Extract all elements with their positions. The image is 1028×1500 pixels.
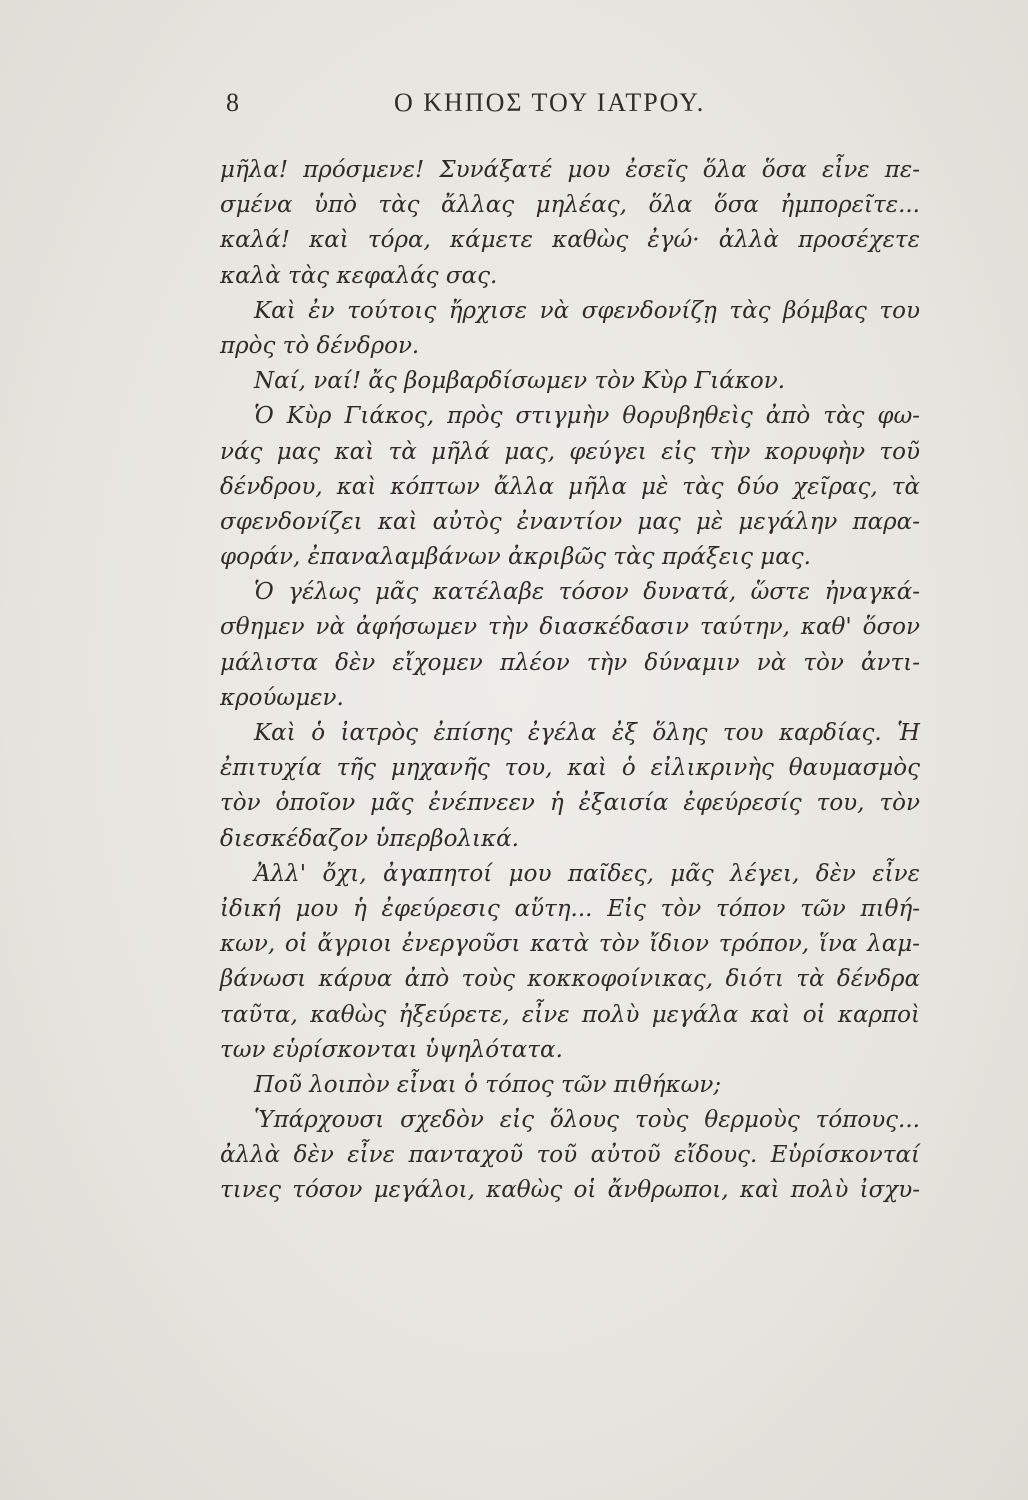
text-line: ἰδική μου ἡ ἐφεύρεσις αὕτη... Εἰς τὸν τόπον τῶν πιθή- [220,895,920,922]
text-line: σθημεν νὰ ἀφήσωμεν τὴν διασκέδασιν ταύτην, καθ' ὅσον [220,614,920,641]
text-line: Ὑπάρχουσι σχεδὸν εἰς ὅλους τοὺς θερμοὺς τόπους... [254,1107,920,1134]
text-line: τινες τόσον μεγάλοι, καθὼς οἱ ἄνθρωποι, καὶ πολὺ ἰσχυ- [220,1177,920,1204]
text-line: καλά! καὶ τόρα, κάμετε καθὼς ἐγώ· ἀλλὰ προσέχετε [220,227,920,254]
text-line: ἀλλὰ δὲν εἶνε πανταχοῦ τοῦ αὐτοῦ εἴδους. Εὑρίσκονταί [220,1142,920,1169]
text-line: σφενδονίζει καὶ αὐτὸς ἐναντίον μας μὲ μεγάλην παρα- [220,508,920,535]
text-line: ταῦτα, καθὼς ἠξεύρετε, εἶνε πολὺ μεγάλα καὶ οἱ καρποὶ [220,1001,920,1028]
running-title: Ο ΚΗΠΟΣ ΤΟΥ ΙΑΤΡΟΥ. [394,88,706,117]
text-line: καλὰ τὰς κεφαλάς σας. [220,262,498,289]
text-line: Ἀλλ' ὄχι, ἀγαπητοί μου παῖδες, μᾶς λέγει, δὲν εἶνε [254,860,920,887]
text-line: μάλιστα δὲν εἴχομεν πλέον τὴν δύναμιν νὰ τὸν ἀντι- [220,649,920,676]
text-line: Ὁ γέλως μᾶς κατέλαβε τόσον δυνατά, ὥστε ἠναγκά- [254,579,920,606]
text-line: Καὶ ὁ ἰατρὸς ἐπίσης ἐγέλα ἐξ ὅλης του καρδίας. Ἡ [254,720,920,746]
text-line: νάς μας καὶ τὰ μῆλά μας, φεύγει εἰς τὴν κορυφὴν τοῦ [220,438,920,465]
text-line: τὸν ὁποῖον μᾶς ἐνέπνεεν ἡ ἐξαισία ἐφεύρεσίς του, τὸν [220,790,920,817]
text-line: Καὶ ἐν τούτοις ἤρχισε νὰ σφενδονίζῃ τὰς βόμβας του [254,297,920,324]
body-text [220,153,920,1209]
text-line: πρὸς τὸ δένδρον. [220,332,420,359]
text-line: φοράν, ἐπαναλαμβάνων ἀκριβῶς τὰς πράξεις μας. [220,544,811,571]
text-line: Ναί, ναί! ἄς βομβαρδίσωμεν τὸν Κὺρ Γιάκον. [254,368,786,395]
running-head [226,88,764,118]
text-line: Ποῦ λοιπὸν εἶναι ὁ τόπος τῶν πιθήκων; [254,1071,722,1098]
text-line: βάνωσι κάρυα ἀπὸ τοὺς κοκκοφοίνικας, διότι τὰ δένδρα [220,966,920,993]
text-line: διεσκέδαζον ὑπερβολικά. [220,825,519,852]
text-line: ἐπιτυχία τῆς μηχανῆς του, καὶ ὁ εἰλικρινὴς θαυμασμὸς [220,755,920,782]
text-line: δένδρου, καὶ κόπτων ἄλλα μῆλα μὲ τὰς δύο χεῖρας, τὰ [220,473,920,500]
text-line: σμένα ὑπὸ τὰς ἄλλας μηλέας, ὅλα ὅσα ἠμπορεῖτε... [220,192,920,219]
text-line: κων, οἱ ἄγριοι ἐνεργοῦσι κατὰ τὸν ἴδιον τρόπον, ἵνα λαμ- [220,931,920,958]
text-line: Ὁ Κὺρ Γιάκος, πρὸς στιγμὴν θορυβηθεὶς ἀπὸ τὰς φω- [254,403,920,430]
page-number: 8 [226,88,240,117]
text-line: κρούωμεν. [220,684,344,711]
text-line: των εὑρίσκονται ὑψηλότατα. [220,1036,563,1063]
text-line: μῆλα! πρόσμενε! Συνάξατέ μου ἐσεῖς ὅλα ὅσα εἶνε πε- [220,157,920,183]
